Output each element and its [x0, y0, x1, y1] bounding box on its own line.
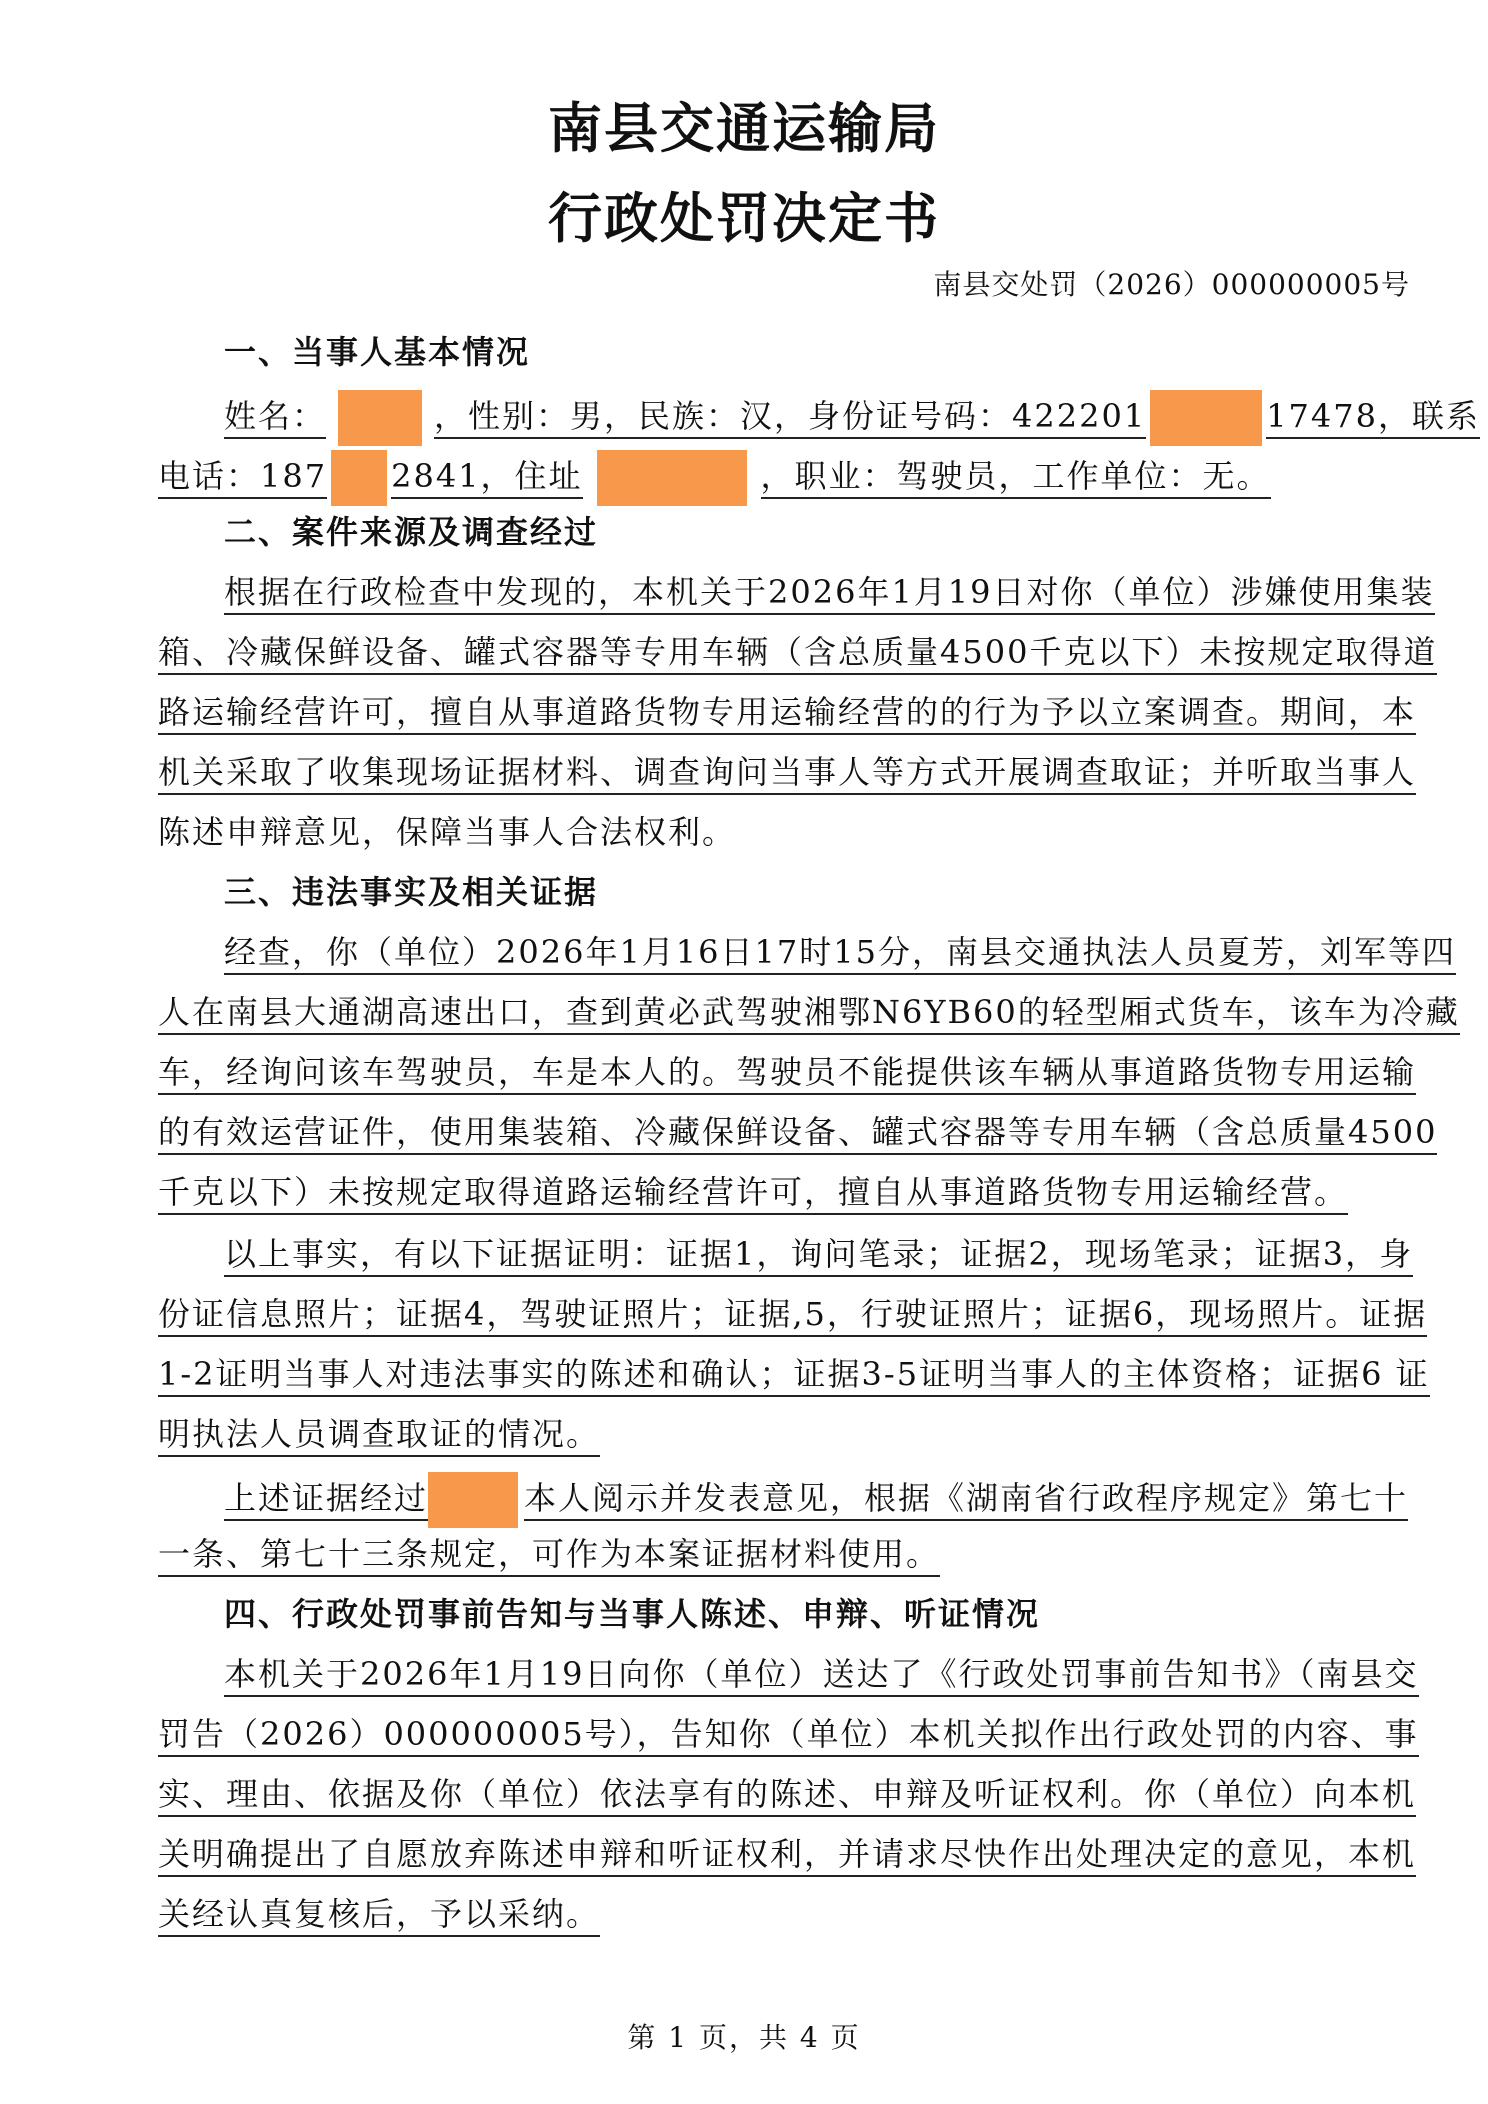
evidence-line-3 — [158, 1352, 1430, 1396]
evidence-statement-text-2: 本人阅示并发表意见，根据《湖南省行政程序规定》第七十 — [524, 1479, 1408, 1521]
party-info-line-1 — [224, 390, 1480, 446]
section4-text-1: 本机关于2026年1月19日向你（单位）送达了《行政处罚事前告知书》（南县交 — [224, 1655, 1419, 1697]
section4-line-5 — [158, 1892, 1408, 1936]
section2-line-3 — [158, 690, 1417, 734]
section3-heading: 三、违法事实及相关证据 — [224, 873, 599, 911]
section2-line-5 — [158, 810, 1408, 854]
section3-text-1: 经查，你（单位）2026年1月16日17时15分，南县交通执法人员夏芳，刘军等四 — [224, 933, 1456, 975]
section3-line-3 — [158, 1050, 1417, 1094]
redacted-id — [1150, 390, 1262, 446]
redacted-address — [597, 450, 747, 506]
section1-heading: 一、当事人基本情况 — [224, 333, 531, 371]
evidence-statement-line-1 — [224, 1472, 1474, 1528]
agency-title: 南县交通运输局 — [548, 97, 940, 160]
evidence-text-4: 明执法人员调查取证的情况。 — [158, 1415, 600, 1457]
redacted-name — [338, 390, 422, 446]
section3-text-4: 的有效运营证件，使用集装箱、冷藏保鲜设备、罐式容器等专用车辆（含总质量4500 — [158, 1113, 1437, 1155]
section2-heading: 二、案件来源及调查经过 — [224, 513, 599, 551]
section3-text-2: 人在南县大通湖高速出口，查到黄必武驾驶湘鄂N6YB60的轻型厢式货车，该车为冷藏 — [158, 993, 1460, 1035]
evidence-line-2 — [158, 1292, 1428, 1336]
page-number: 第 1 页，共 4 页 — [627, 2021, 861, 2054]
section2-line-4 — [158, 750, 1417, 794]
party-info-text-2: 17478，联系 — [1266, 397, 1480, 439]
section2-text-3: 路运输经营许可，擅自从事道路货物专用运输经营的的行为予以立案调查。期间，本 — [158, 693, 1416, 735]
section2-line-2 — [158, 630, 1438, 674]
section4-text-3: 实、理由、依据及你（单位）依法享有的陈述、申辩及听证权利。你（单位）向本机 — [158, 1775, 1416, 1817]
section4-text-4: 关明确提出了自愿放弃陈述申辩和听证权利，并请求尽快作出处理决定的意见，本机 — [158, 1835, 1416, 1877]
evidence-line-1 — [224, 1232, 1474, 1276]
phone-label: 电话：187 — [158, 457, 327, 499]
evidence-text-3: 1-2证明当事人对违法事实的陈述和确认；证据3-5证明当事人的主体资格；证据6 证 — [158, 1355, 1430, 1397]
section2-text-4: 机关采取了收集现场证据材料、调查询问当事人等方式开展调查取证；并听取当事人 — [158, 753, 1416, 795]
section3-line-4 — [158, 1110, 1438, 1154]
party-info-text-1: ，性别：男，民族：汉，身份证号码：422201 — [434, 397, 1146, 439]
section2-text-2: 箱、冷藏保鲜设备、罐式容器等专用车辆（含总质量4500千克以下）未按规定取得道 — [158, 633, 1437, 675]
document-title: 行政处罚决定书 — [548, 187, 940, 250]
section3-line-2 — [158, 990, 1460, 1034]
section4-line-3 — [158, 1772, 1417, 1816]
party-info-text-3: 2841，住址 — [391, 457, 582, 499]
section3-line-1 — [224, 930, 1474, 974]
evidence-statement-line-2 — [158, 1532, 1408, 1576]
name-label: 姓名： — [224, 397, 326, 439]
section3-line-5 — [158, 1170, 1408, 1214]
section2-line-1 — [224, 570, 1474, 614]
evidence-statement-text-1: 上述证据经过 — [224, 1479, 428, 1521]
section4-heading: 四、行政处罚事前告知与当事人陈述、申辩、听证情况 — [224, 1595, 1041, 1633]
section4-text-2: 罚告（2026）000000005号），告知你（单位）本机关拟作出行政处罚的内容、事 — [158, 1715, 1419, 1757]
section4-line-2 — [158, 1712, 1419, 1756]
section3-text-3: 车，经询问该车驾驶员，车是本人的。驾驶员不能提供该车辆从事道路货物专用运输 — [158, 1053, 1416, 1095]
section4-line-1 — [224, 1652, 1474, 1696]
section2-text-1: 根据在行政检查中发现的，本机关于2026年1月19日对你（单位）涉嫌使用集装 — [224, 573, 1435, 615]
evidence-text-2: 份证信息照片；证据4，驾驶证照片；证据,5，行驶证照片；证据6，现场照片。证据 — [158, 1295, 1427, 1337]
redacted-reviewer — [428, 1472, 518, 1528]
evidence-text-1: 以上事实，有以下证据证明：证据1，询问笔录；证据2，现场笔录；证据3，身 — [224, 1235, 1413, 1277]
party-info-text-4: ，职业：驾驶员，工作单位：无。 — [761, 457, 1271, 499]
section4-text-5: 关经认真复核后，予以采纳。 — [158, 1895, 600, 1937]
section4-line-4 — [158, 1832, 1417, 1876]
evidence-statement-text-3: 一条、第七十三条规定，可作为本案证据材料使用。 — [158, 1535, 940, 1577]
redacted-phone — [331, 450, 387, 506]
section3-text-5: 千克以下）未按规定取得道路运输经营许可，擅自从事道路货物专用运输经营。 — [158, 1173, 1348, 1215]
section2-text-5: 陈述申辩意见，保障当事人合法权利。 — [158, 813, 737, 851]
document-number: 南县交处罚（2026）000000005号 — [933, 268, 1410, 301]
party-info-line-2 — [158, 450, 1408, 506]
evidence-line-4 — [158, 1412, 1408, 1456]
